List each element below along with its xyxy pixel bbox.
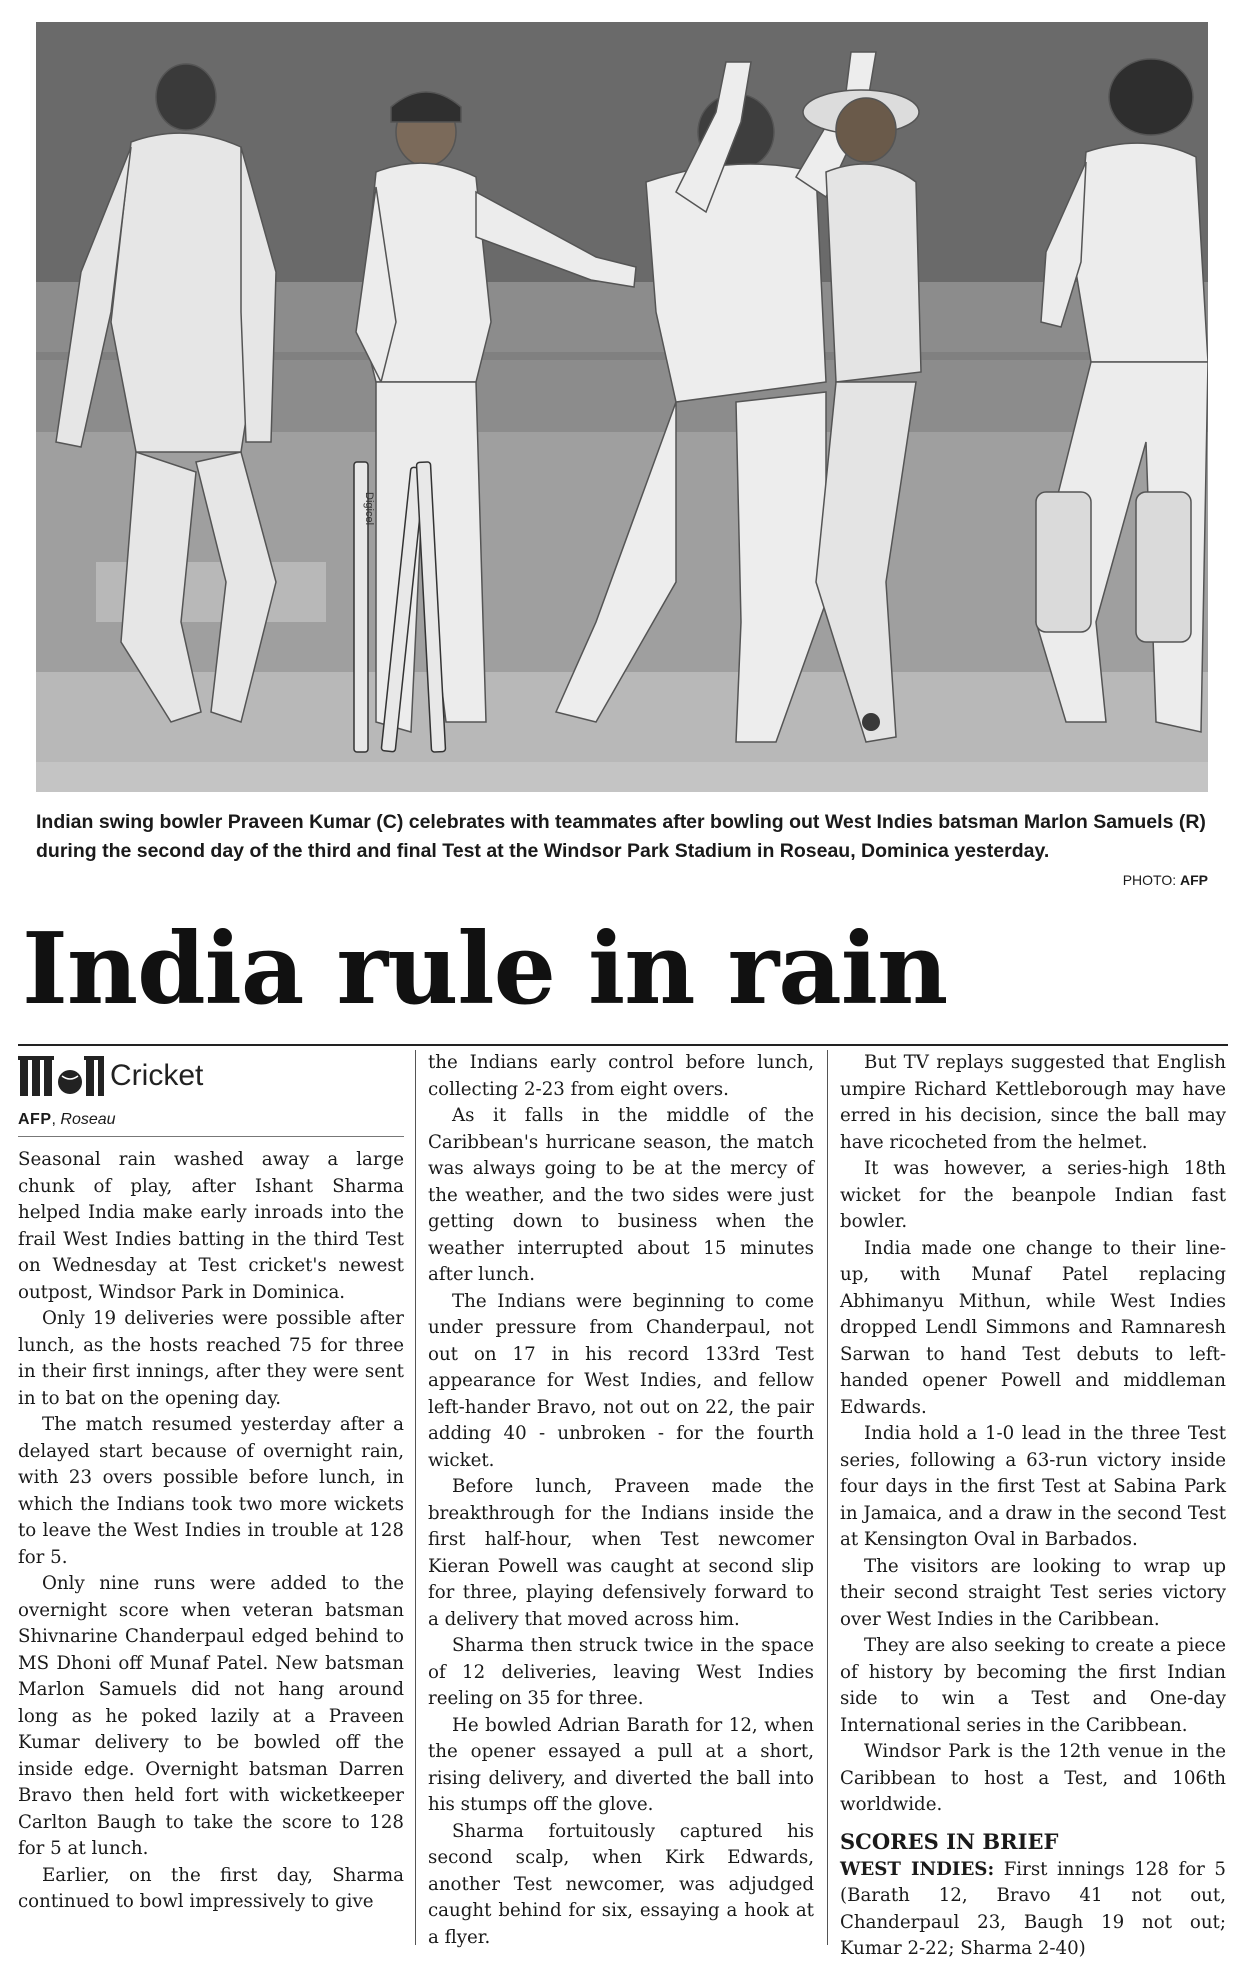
paragraph: Windsor Park is the 12th venue in the Caribbean to host a Test, and 106th worldwide. xyxy=(840,1741,1226,1815)
paragraph: Only 19 deliveries were possible after lunch, as the hosts reached 75 for three in their first innings, after they were sent in to bat on the opening day. xyxy=(18,1308,404,1409)
paragraph: The visitors are looking to wrap up their second straight Test series victory over West Indies in the Caribbean. xyxy=(840,1555,1226,1630)
dateline-source: AFP xyxy=(18,1111,52,1128)
paragraph: India made one change to their line-up, with Munaf Patel replacing Abhimanyu Mithun, while West Indies dropped Lendl Simmons and Ramnaresh Sarwan to hand Test debuts to left-handed opener Powell and middleman Edwards. xyxy=(840,1237,1226,1418)
section-label: Cricket xyxy=(110,1058,204,1092)
paragraph: Only nine runs were added to the overnight score when veteran batsman Shivnarine Chanderpaul edged behind to MS Dhoni off Munaf Patel. New batsman Marlon Samuels did not hang around long as he poked lazily at a Praveen Kumar delivery to be bowled off the inside edge. Overnight batsman Darren Bravo then held fort with wicketkeeper Carlton Baugh to take the score to 128 for 5 at lunch. xyxy=(18,1573,404,1859)
paragraph: Sharma then struck twice in the space of 12 deliveries, leaving West Indies reeling on 35 for three. xyxy=(428,1635,814,1709)
credit-source: AFP xyxy=(1180,872,1208,888)
cricket-celebration-illustration xyxy=(36,22,1208,792)
section-tag xyxy=(18,1050,404,1102)
paragraph: As it falls in the middle of the Caribbean's hurricane season, the match was always going to be at the mercy of the weather, and the two sides were just getting down to business when the weather interrupted about 15 minutes after lunch. xyxy=(428,1105,814,1285)
news-photo xyxy=(36,22,1208,792)
headline: India rule in rain xyxy=(22,912,948,1027)
scores-heading: SCORES IN BRIEF xyxy=(840,1828,1059,1854)
photo-caption: Indian swing bowler Praveen Kumar (C) celebrates with teammates after bowling out West Indies batsman Marlon Samuels (R) during the second day of the third and final Test at the Windsor Park Stadium in Roseau, Dominica yesterday. xyxy=(36,811,1206,862)
paragraph: The Indians were beginning to come under pressure from Chanderpaul, not out on 17 in his record 133rd Test appearance for West Indies, and fellow left-hander Bravo, not out on 22, the pair adding 40 - unbroken - for the fourth wicket. xyxy=(428,1290,814,1471)
paragraph: the Indians early control before lunch, collecting 2-23 from eight overs. xyxy=(428,1052,814,1100)
scores-text: First innings 128 for 5 (Barath 12, Bravo 41 not out, Chanderpaul 23, Baugh 19 not out; Kumar 2-22; Sharma 2-40) xyxy=(840,1858,1226,1959)
paragraph: It was however, a series-high 18th wicket for the beanpole Indian fast bowler. xyxy=(840,1158,1226,1232)
scores-team: WEST INDIES: xyxy=(840,1858,995,1880)
dateline-location: Roseau xyxy=(60,1111,116,1128)
dateline: AFP, Roseau xyxy=(18,1108,404,1137)
paragraph: The match resumed yesterday after a delayed start because of overnight rain, with 23 overs possible before lunch, in which the Indians took two more wickets to leave the West Indies in trouble at 128 for 5. xyxy=(18,1414,404,1568)
credit-label: PHOTO: xyxy=(1122,872,1177,888)
cricket-ball xyxy=(862,713,880,731)
paragraph: He bowled Adrian Barath for 12, when the opener essayed a pull at a short, rising delivery, and diverted the ball into his stumps off the glove. xyxy=(428,1714,814,1815)
column-divider xyxy=(827,1050,828,1945)
paragraph: Sharma fortuitously captured his second scalp, when Kirk Edwards, another Test newcomer, was adjudged caught behind for six, essaying a hook at a flyer. xyxy=(428,1820,814,1948)
stump-sponsor-text: Digicel xyxy=(363,492,375,526)
scores-line xyxy=(840,1857,1226,1963)
article-column-3 xyxy=(840,1050,1226,1963)
paragraph: But TV replays suggested that English umpire Richard Kettleborough may have erred in his decision, since the ball may have ricocheted from the helmet. xyxy=(840,1052,1226,1153)
photo-credit xyxy=(1123,872,1208,888)
scores-in-brief xyxy=(840,1827,1226,1963)
paragraph: Earlier, on the first day, Sharma continued to bowl impressively to give xyxy=(18,1864,404,1912)
article-column-2 xyxy=(428,1050,814,1951)
column-divider xyxy=(415,1050,416,1945)
headline-rule xyxy=(18,1044,1228,1046)
article-column-1 xyxy=(18,1050,404,1916)
paragraph: India hold a 1-0 lead in the three Test series, following a 63-run victory inside four days in the first Test at Sabina Park in Jamaica, and a draw in the second Test at Kensington Oval in Barbados. xyxy=(840,1423,1226,1550)
paragraph: Seasonal rain washed away a large chunk of play, after Ishant Sharma helped India make early inroads into the frail West Indies batting in the third Test on Wednesday at Test cricket's newest outpost, Windsor Park in Dominica. xyxy=(18,1149,404,1303)
cricket-icon xyxy=(18,1054,104,1098)
paragraph: They are also seeking to create a piece of history by becoming the first Indian side to win a Test and One-day International series in the Caribbean. xyxy=(840,1635,1226,1736)
paragraph: Before lunch, Praveen made the breakthrough for the Indians inside the first half-hour, when Test newcomer Kieran Powell was caught at second slip for three, playing defensively forward to a delivery that moved across him. xyxy=(428,1476,814,1630)
